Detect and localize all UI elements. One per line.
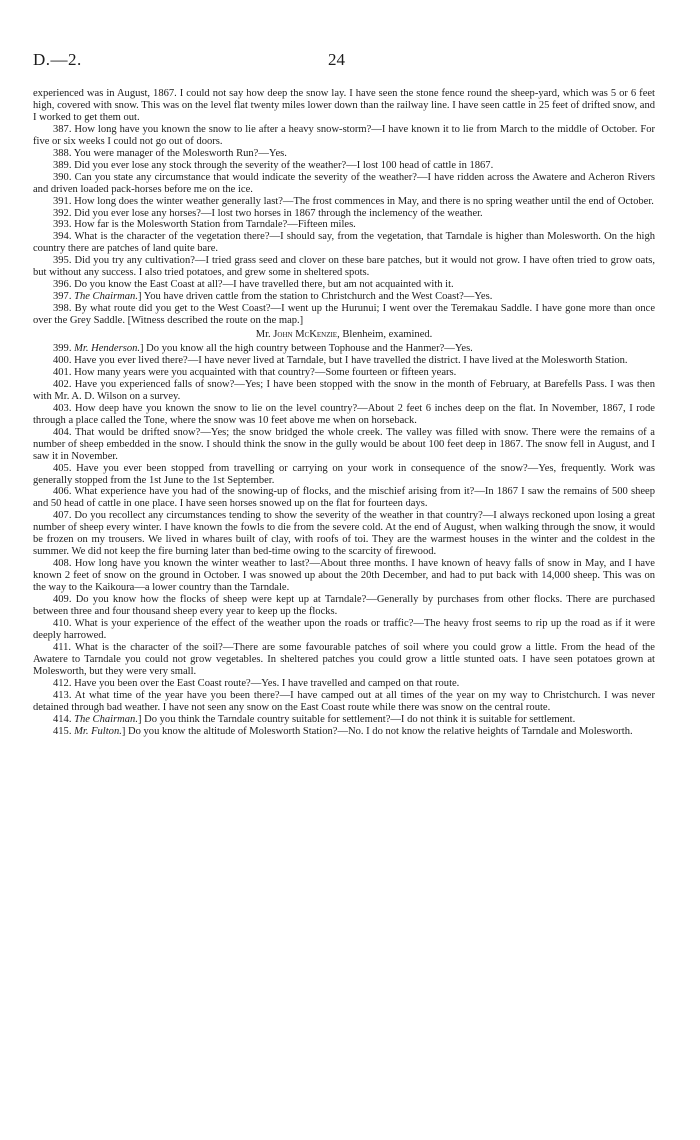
paragraph-text: ] You have driven cattle from the station to Christchurch and the West Coast?—Yes. xyxy=(137,291,493,303)
paragraph: 412. Have you been over the East Coast route?—Yes. I have travelled and camped on that route. xyxy=(53,677,460,689)
paragraph xyxy=(33,714,655,726)
paragraph: 405. Have you ever been stopped from travelling or carrying on your work in consequence of the snow?—Yes, frequently. Work was generally stopped from the 1st June to the 1st September. xyxy=(33,462,655,486)
paragraph: 409. Do you know how the flocks of sheep were kept up at Tarndale?—Generally by purchases from other flocks. There are purchased between three and four thousand sheep every year to keep up the flocks. xyxy=(33,594,655,617)
paragraph: 391. How long does the winter weather generally last?—The frost commences in May, and there is no spring weather until the end of October. xyxy=(53,195,654,207)
paragraph: 395. Did you try any cultivation?—I tried grass seed and clover on these bare patches, but it would not grow. I have often tried to grow oats, but without any success. I also tried potatoes, and grew some in sheltered spots. xyxy=(33,255,655,279)
question-number: 414. xyxy=(53,713,75,725)
paragraph: 406. What experience have you had of the snowing-up of flocks, and the mischief arising from it?—In 1867 I saw the remains of 500 sheep and 50 head of cattle in one place. I have seen horses snowed up on the flat for fourteen days. xyxy=(33,486,655,510)
document-reference: D.—2. xyxy=(33,50,82,69)
paragraph: 394. What is the character of the vegetation there?—I should say, from the vegetation, that Tarndale is higher than Molesworth. On the high country there are patches of land quite bare. xyxy=(33,231,655,255)
paragraph-text: ] Do you know the altitude of Molesworth Station?—No. I do not know the relative heights of Tarndale and Molesworth. xyxy=(121,725,633,737)
paragraph xyxy=(33,291,655,303)
witness-details: , Blenheim, examined. xyxy=(337,329,433,341)
paragraph: 400. Have you ever lived there?—I have never lived at Tarndale, but I have travelled the district. I have lived at the Molesworth Station. xyxy=(53,354,628,366)
paragraph xyxy=(33,343,655,355)
paragraph: 390. Can you state any circumstance that would indicate the severity of the weather?—I have ridden across the Awatere and Acheron Rivers and driven loaded pack-horses before me on the ice. xyxy=(33,171,655,195)
paragraph-text: ] Do you think the Tarndale country suitable for settlement?—I do not think it is suitable for settlement. xyxy=(137,713,576,725)
question-number: 397. xyxy=(53,291,75,303)
paragraph: experienced was in August, 1867. I could not say how deep the snow lay. I have seen the stone fence round the sheep-yard, which was 5 or 6 feet high, covered with snow. This was on the level flat twenty miles lower down than the railway line. I have seen cattle in 25 feet of drifted snow, and I worked to get them out. xyxy=(33,88,655,123)
page-number: 24 xyxy=(328,50,345,69)
paragraph: 393. How far is the Molesworth Station from Tarndale?—Fifteen miles. xyxy=(53,219,356,231)
document-body xyxy=(33,88,655,737)
document-page xyxy=(33,50,655,737)
paragraph-text: ] Do you know all the high country between Tophouse and the Hanmer?—Yes. xyxy=(140,343,473,355)
question-number: 399. xyxy=(53,343,75,355)
witness-title: Mr. xyxy=(255,329,274,341)
speaker-name: The Chairman. xyxy=(74,291,138,303)
paragraph: 408. How long have you known the winter weather to last?—About three months. I have known of heavy falls of snow in May, and I have known 2 feet of snow on the ground in October. I was snowed up about the 20th December, and had to put back with 14,000 sheep. This was on the way to the Kaikoura—a lower country than the Tarndale. xyxy=(33,558,655,594)
speaker-name: Mr. Fulton. xyxy=(74,725,122,737)
paragraph: 407. Do you recollect any circumstances tending to show the severity of the weather in that country?—I always reckoned upon losing a great number of sheep every winter. I have known the fowls to die from the severe cold. At the end of August, when walking through the snow, it would be frozen on my trousers. We lived in whares built of clay, with roofs of toi. They are the warmest houses in the winter and the coldest in the summer. We did not keep the fire burning later than bed-time owing to the scarcity of firewood. xyxy=(33,510,655,558)
paragraph: 401. How many years were you acquainted with that country?—Some fourteen or fifteen years. xyxy=(53,366,457,378)
paragraph: 402. Have you experienced falls of snow?—Yes; I have been stopped with the snow in the month of February, at Barefells Pass. I was then with Mr. A. D. Wilson on a survey. xyxy=(33,378,655,402)
witness-name: John McKenzie xyxy=(273,329,338,341)
paragraph: 396. Do you know the East Coast at all?—I have travelled there, but am not acquainted with it. xyxy=(53,279,454,291)
paragraph xyxy=(33,726,655,738)
paragraph: 387. How long have you known the snow to lie after a heavy snow-storm?—I have known it to lie from March to the middle of October. For five or six weeks I could not go out of doors. xyxy=(33,123,655,147)
paragraph: 404. That would be drifted snow?—Yes; the snow bridged the whole creek. The valley was filled with snow. There were the remains of a number of sheep embedded in the snow. I should think the snow in the gully would be about 100 feet deep in 1867. The snow fell in August, and I saw it in November. xyxy=(33,426,655,462)
paragraph: 389. Did you ever lose any stock through the severity of the weather?—I lost 100 head of cattle in 1867. xyxy=(53,159,494,171)
page-header xyxy=(33,50,655,76)
paragraph: 410. What is your experience of the effect of the weather upon the roads or traffic?—The heavy frost seems to rip up the road as if it were deeply harrowed. xyxy=(33,617,655,641)
witness-heading xyxy=(33,329,655,341)
paragraph: 413. At what time of the year have you been there?—I have camped out at all times of the year on my way to Christchurch. I was never detained through bad weather. I have not seen any snow on the East Coast route while there was snow on the central route. xyxy=(33,689,655,713)
speaker-name: Mr. Henderson. xyxy=(74,343,141,355)
paragraph: 411. What is the character of the soil?—There are some favourable patches of soil where you could grow a little. From the head of the Awatere to Tarndale you could not grow vegetables. In sheltered patches you could grow a little stunted oats. I have seen potatoes grown at Molesworth, but they were very small. xyxy=(33,641,655,677)
paragraph: 398. By what route did you get to the West Coast?—I went up the Hurunui; I went over the Teremakau Saddle. I have gone more than once over the Grey Saddle. [Witness described the route on the map.] xyxy=(33,303,655,327)
speaker-name: The Chairman. xyxy=(74,713,138,725)
paragraph: 403. How deep have you known the snow to lie on the level country?—About 2 feet 6 inches deep on the flat. In November, 1867, I rode through a place called the Tone, where the snow was 10 feet above me when on horseback. xyxy=(33,402,655,426)
paragraph: 388. You were manager of the Molesworth Run?—Yes. xyxy=(53,147,287,159)
paragraph: 392. Did you ever lose any horses?—I lost two horses in 1867 through the inclemency of the weather. xyxy=(53,207,483,219)
question-number: 415. xyxy=(53,725,75,737)
